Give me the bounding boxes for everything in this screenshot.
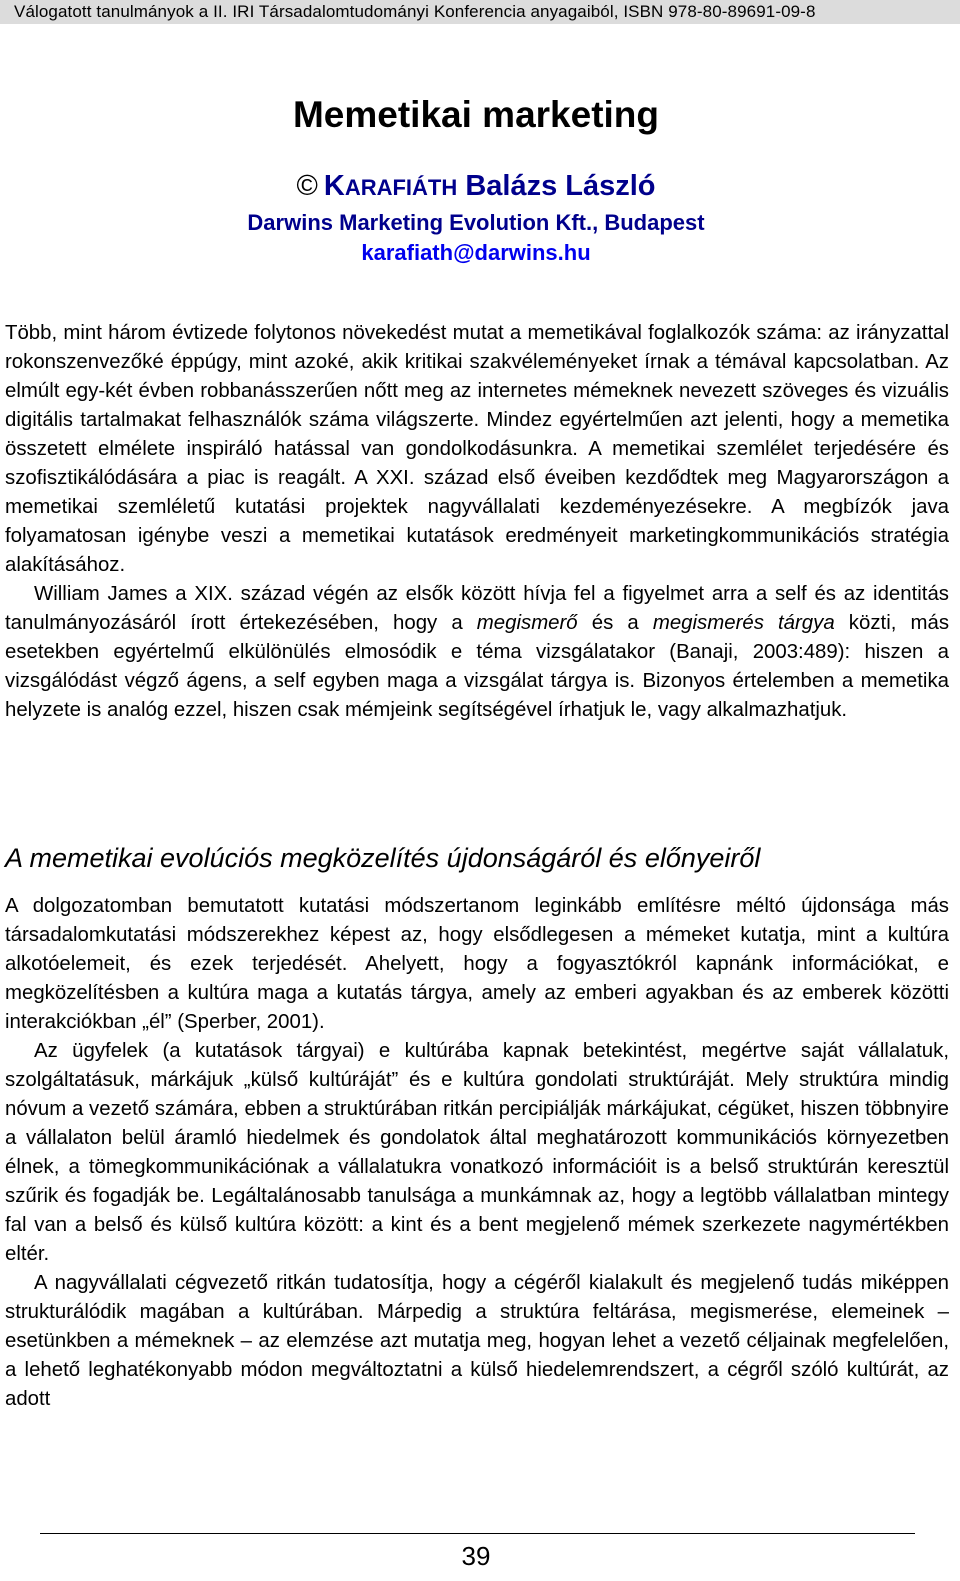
author-line bbox=[0, 170, 952, 203]
section-text bbox=[5, 892, 949, 1414]
intro-paragraph-2-text-b: és a bbox=[577, 612, 653, 634]
section-paragraph-1: A dolgozatomban bemutatott kutatási módszertanom leginkább említésre méltó újdonsága más társadalomkutatási módszerekhez képest az, hogy elsődlegesen a mémeket kutatja, mint a kultúra alkotóelemeit, és ezek terjedését. Ahelyett, hogy a fogyasztókról kapnánk információkat, e megközelítésben a kultúra maga a kutatás tárgya, amely az emberi agyakban és az emberek közötti interakciókban „él” (Sperber, 2001). bbox=[5, 895, 949, 1033]
author-surname-initial: K bbox=[323, 170, 345, 202]
intro-paragraph-2-text-c: közti, más esetekben egyértelmű elkülönülés elmosódik e téma vizsgálatakor (Banaji, 2003:489): hiszen a vizsgálódást végző ágens, a self egyben maga a vizsgálat tárgya is. Bizonyos értelemben a memetika helyzete is analóg ezzel, hiszen csak mémjeink segítségével írhatjuk le, vagy alkalmazhatjuk. bbox=[5, 612, 950, 721]
footer-divider bbox=[40, 1533, 915, 1534]
running-head-text: Válogatott tanulmányok a II. IRI Társadalomtudományi Konferencia anyagaiból, ISBN 978-80-89691-09-8 bbox=[14, 2, 816, 21]
author-email-link[interactable]: karafiath@darwins.hu bbox=[361, 240, 591, 265]
author-given-names: Balázs László bbox=[465, 170, 656, 202]
intro-paragraph-1 bbox=[5, 319, 949, 580]
section-heading: A memetikai evolúciós megközelítés újdonságáról és előnyeiről bbox=[5, 843, 761, 873]
author-surname-rest: ARAFIÁTH bbox=[344, 175, 458, 200]
paper-title: Memetikai marketing bbox=[292, 94, 660, 135]
running-head bbox=[0, 0, 960, 24]
intro-paragraph-2-text-a: William James a XIX. század végén az elsők között hívja fel a figyelmet arra a self és az identitás tanulmányozásáról írott értekezésében, hogy a bbox=[5, 583, 949, 634]
section-paragraph-2: Az ügyfelek (a kutatások tárgyai) e kultúrába kapnak betekintést, megértve saját vállalatuk, szolgáltatásuk, márkájuk „külső kultúráját” és e kultúra gondolati struktúráját. Mely struktúra mindig nóvum a vezető számára, ebben a struktúrában ritkán percipiálják márkájukat, cégüket, hiszen többnyire a vállalaton belül áramló hiedelmek és gondolatok által meghatározott kommunikációs környezetben élnek, a tömegkommunikációnak a vállalatukra vonatkozó információit is a belső struktúrán keresztül szűrik és fogadják be. Legáltalánosabb tanulsága a munkámnak az, hogy a legtöbb vállalatban mintegy fal van a belső és külső kultúra között: a kint és a bent megjelenő mémek szerkezete nagymértékben eltér. bbox=[5, 1040, 949, 1265]
intro-paragraph-2 bbox=[5, 580, 949, 725]
intro-text bbox=[5, 319, 949, 725]
intro-emphasis-megismero: megismerő bbox=[476, 612, 578, 634]
section-paragraph-3: A nagyvállalati cégvezető ritkán tudatosítja, hogy a cégéről kialakult és megjelenő tudás miképpen strukturálódik magában a kultúrában. Márpedig a struktúra feltárása, megismerése, elemeinek – esetünkben a mémeknek – az elemzése azt mutatja meg, hogyan lehet a vezető céljainak megfelelően, a lehető leghatékonyabb módon megváltoztatni a külső hiedelemrendszert, a cégről szóló kultúrát, az adott bbox=[5, 1272, 949, 1410]
author-affiliation: Darwins Marketing Evolution Kft., Budapest bbox=[247, 210, 705, 235]
intro-emphasis-megismeres-targya: megismerés tárgya bbox=[652, 612, 835, 634]
intro-paragraph-1-text: Több, mint három évtizede folytonos növekedést mutat a memetikával foglalkozók száma: az irányzattal rokonszenvezőké éppúgy, mint azoké, akik kritikai szakvéleményeket írnak a témával kapcsolatban. Az elmúlt egy-két évben robbanásszerűen nőtt meg az internetes mémeknek nevezett szöveges és vizuális digitális tartalmakat felhasználók száma világszerte. Mindez egyértelműen azt jelenti, hogy a memetika összetett elmélete inspiráló hatással van gondolkodásunkra. A memetikai szemlélet terjedésére és szofisztikálódására a piac is reagált. A XXI. század első éveiben kezdődtek meg Magyarországon a memetikai szemléletű kutatási projektek nagyvállalati kezdeményezésekre. A megbízók java folyamatosan igénybe veszi a memetikai kutatások eredményeit marketingkommunikációs stratégia alakításához. bbox=[5, 322, 949, 576]
copyright-symbol: © bbox=[296, 170, 318, 202]
page-number: 39 bbox=[461, 1541, 491, 1571]
